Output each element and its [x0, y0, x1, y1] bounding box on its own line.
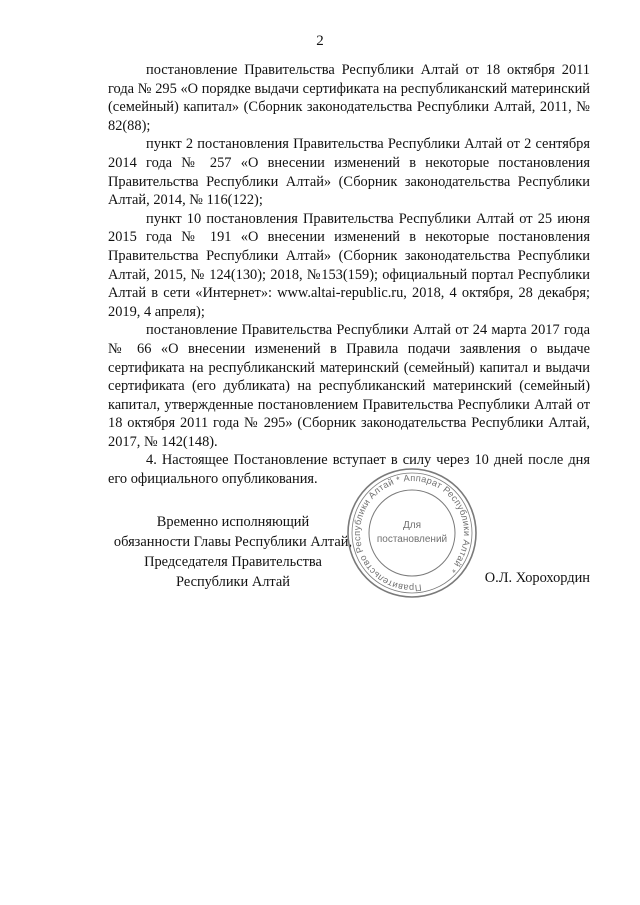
stamp-seal-icon [345, 466, 479, 600]
stamp-ring-text: Правительство Республики Алтай * Аппарат Республики Алтай * [351, 472, 473, 594]
signatory-title-line: Временно исполняющий [156, 514, 310, 530]
paragraph-4: постановление Правительства Республики Алтай от 24 марта 2017 года № 66 «О внесении изменений в Правила подачи заявления о выдаче сертификата на республиканский материнский (семейный) капитал и выдачи сертификата (его дубликата) на республиканский материнский (семейный) капитал, утвержденные постановлением Правительства Республики Алтай от 18 октября 2011 года № 295» (Сборник законодательства Республики Алтай, 2017, № 142(148). [108, 322, 590, 450]
paragraph-1: постановление Правительства Республики Алтай от 18 октября 2011 года № 295 «О порядке выдачи сертификата на республиканский материнский (семейный) капитал» (Сборник законодательства Республики Алтай, 2011, № 82(88); [108, 62, 590, 134]
signatory-title [108, 512, 358, 592]
signatory-title-line: Республики Алтай [176, 574, 290, 590]
stamp-center-line2: постановлений [376, 534, 448, 545]
signatory-name: О.Л. Хорохордин [484, 570, 590, 586]
page-number: 2 [316, 33, 324, 49]
document-body [108, 61, 590, 489]
stamp-center-line1: Для [402, 520, 422, 531]
paragraph-5: 4. Настоящее Постановление вступает в силу через 10 дней после дня его официального опубликования. [108, 452, 590, 488]
signatory-title-line: обязанности Главы Республики Алтай, [113, 534, 353, 550]
signatory-title-line: Председателя Правительства [144, 554, 322, 570]
svg-text:Правительство Республики Алтай [345, 466, 479, 600]
paragraph-3: пункт 10 постановления Правительства Республики Алтай от 25 июня 2015 года № 191 «О внесении изменений в некоторые постановления Правительства Республики Алтай» (Сборник законодательства Республики Алтай, 2015, № 124(130); 2018, №153(159); официальный портал Республики Алтай в сети «Интернет»: www.altai-republic.ru, 2018, 4 октября, 28 декабря; 2019, 4 апреля); [108, 210, 590, 320]
official-stamp [345, 466, 479, 600]
paragraph-2: пункт 2 постановления Правительства Республики Алтай от 2 сентября 2014 года № 257 «О внесении изменений в некоторые постановления Правительства Республики Алтай» (Сборник законодательства Республики Алтай, 2014, № 116(122); [108, 136, 590, 209]
